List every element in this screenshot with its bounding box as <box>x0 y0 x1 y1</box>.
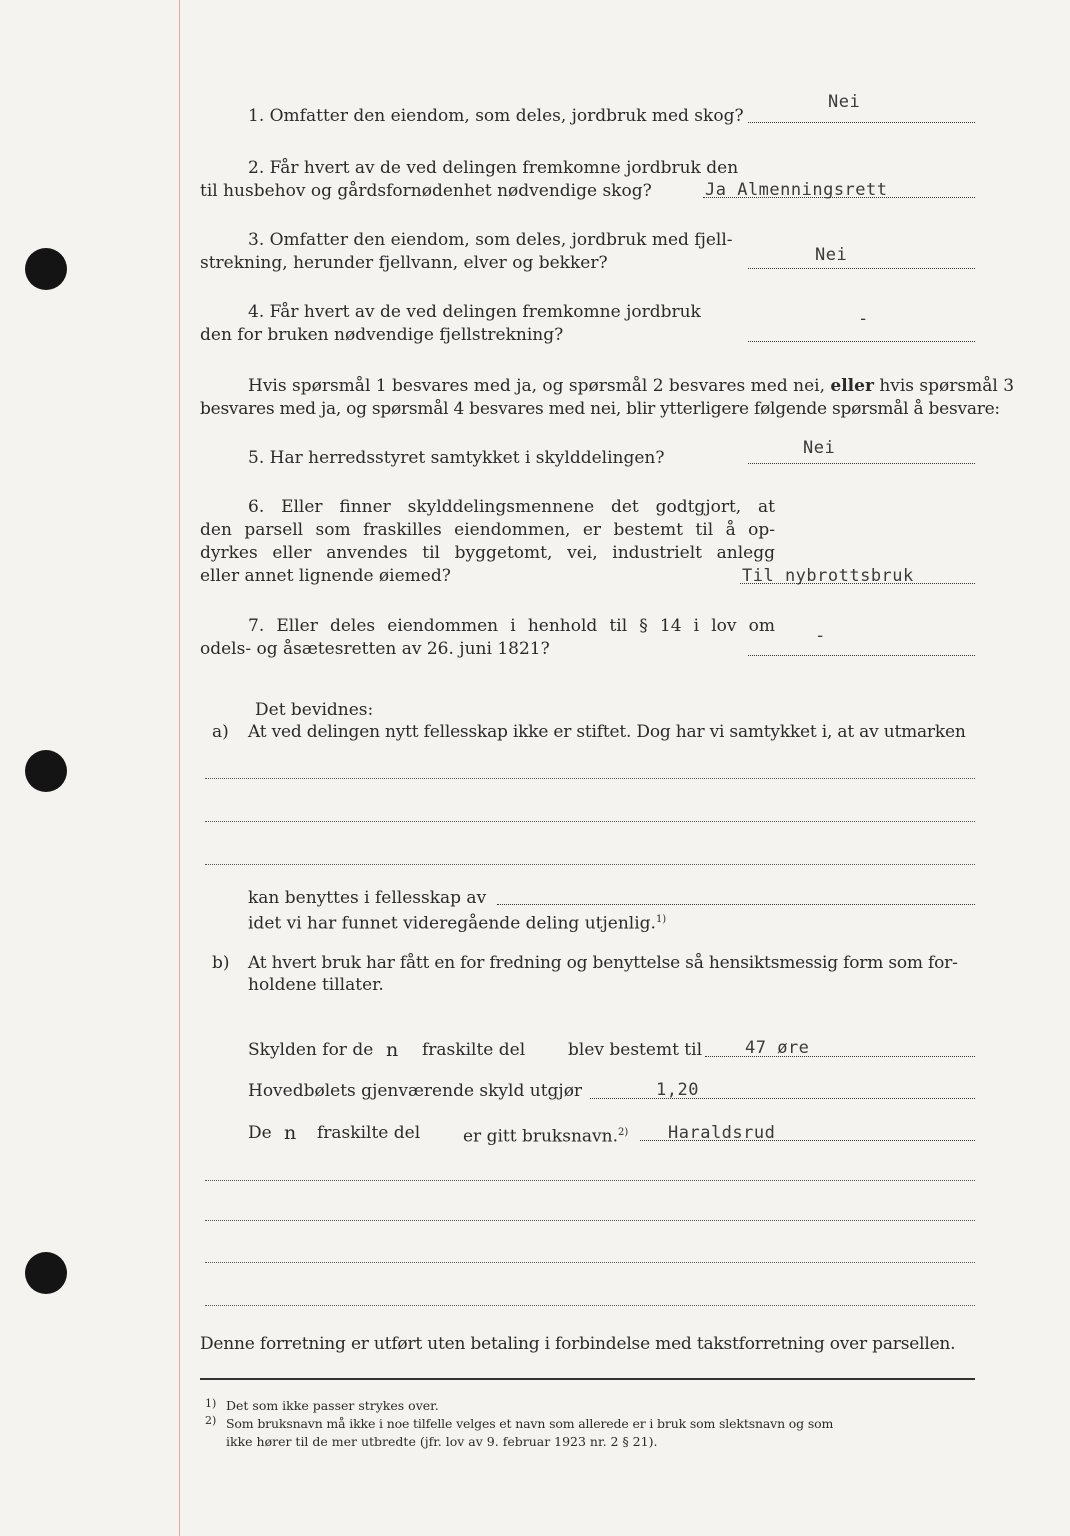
binder-hole-top <box>25 248 67 290</box>
question-1-answer-line <box>748 122 975 123</box>
blank-line-6 <box>205 1262 975 1263</box>
binder-hole-bottom <box>25 1252 67 1294</box>
blank-line-4 <box>205 1180 975 1181</box>
question-1-text: 1. Omfatter den eiendom, som deles, jordbruk med skog? <box>248 106 744 126</box>
question-5-answer: Nei <box>803 438 836 458</box>
bruksnavn-label-3-wrap <box>463 1123 628 1147</box>
question-4-answer-line <box>748 341 975 342</box>
question-5-text: 5. Har herredsstyret samtykket i skylddelingen? <box>248 448 665 468</box>
condition-bold-word: eller <box>830 376 874 396</box>
footnote-separator <box>200 1378 975 1380</box>
footnote-1-text: Det som ikke passer strykes over. <box>226 1398 439 1413</box>
condition-text-b: hvis spørsmål 3 <box>879 376 1015 396</box>
question-4-line-1: 4. Får hvert av de ved delingen fremkomne jordbruk <box>248 302 701 322</box>
question-6-answer: Til nybrottsbruk <box>742 566 914 586</box>
question-4-line-2: den for bruken nødvendige fjellstrekning? <box>200 325 564 345</box>
bruksnavn-label-2: fraskilte del <box>317 1123 421 1143</box>
further-division-label: idet vi har funnet videregående deling utjenlig. <box>248 913 656 934</box>
blank-line-5 <box>205 1220 975 1221</box>
further-division-text <box>248 910 666 934</box>
question-2-line-2: til husbehov og gårdsfornødenhet nødvendige skog? <box>200 181 652 201</box>
question-3-answer-line <box>748 268 975 269</box>
certification-a-text: At ved delingen nytt fellesskap ikke er stiftet. Dog har vi samtykket i, at av utmarken <box>248 722 966 742</box>
blank-line-2 <box>205 821 975 822</box>
question-6-line-2: den parsell som fraskilles eiendommen, er bestemt til å op- <box>200 520 775 540</box>
certification-b-line-1: At hvert bruk har fått en for fredning og benyttelse så hensiktsmessig form som for- <box>248 953 958 973</box>
footnote-1-mark: 1) <box>205 1397 217 1410</box>
skyld-label-3: blev bestemt til <box>568 1040 703 1060</box>
bruksnavn-suffix: n <box>284 1122 297 1144</box>
certification-b-label: b) <box>212 953 230 973</box>
condition-line-1 <box>248 376 1014 396</box>
footnote-ref-2: 2) <box>618 1127 629 1138</box>
common-use-line <box>497 904 975 905</box>
bruksnavn-label-3: er gitt bruksnavn. <box>463 1126 619 1147</box>
margin-line <box>179 0 180 1536</box>
certification-b-line-2: holdene tillater. <box>248 975 384 995</box>
question-6-line-4: eller annet lignende øiemed? <box>200 566 451 586</box>
question-7-answer-line <box>748 655 975 656</box>
question-3-line-1: 3. Omfatter den eiendom, som deles, jordbruk med fjell- <box>248 230 733 250</box>
hovedbol-value-line <box>590 1098 975 1099</box>
blank-line-7 <box>205 1305 975 1306</box>
question-7-answer: - <box>815 626 826 646</box>
condition-text-a: Hvis spørsmål 1 besvares med ja, og spørsmål 2 besvares med nei, <box>248 376 825 396</box>
question-1-answer: Nei <box>828 92 861 112</box>
binder-hole-middle <box>25 750 67 792</box>
question-3-line-2: strekning, herunder fjellvann, elver og bekker? <box>200 253 608 273</box>
skyld-value: 47 øre <box>745 1038 810 1058</box>
bruksnavn-label-1: De <box>248 1123 272 1143</box>
hovedbol-value: 1,20 <box>656 1080 699 1100</box>
blank-line-1 <box>205 778 975 779</box>
question-5-answer-line <box>748 463 975 464</box>
footnote-2-line-1: Som bruksnavn må ikke i noe tilfelle velges et navn som allerede er i bruk som slektsnavn og som <box>226 1416 834 1431</box>
certification-heading: Det bevidnes: <box>255 700 374 720</box>
question-7-line-1: 7. Eller deles eiendommen i henhold til § 14 i lov om <box>248 616 775 636</box>
certification-a-label: a) <box>212 722 229 742</box>
footnote-2-line-2: ikke hører til de mer utbredte (jfr. lov av 9. februar 1923 nr. 2 § 21). <box>226 1434 658 1449</box>
skyld-label-2: fraskilte del <box>422 1040 526 1060</box>
blank-line-3 <box>205 864 975 865</box>
footnote-2-mark: 2) <box>205 1414 217 1427</box>
skyld-suffix: n <box>386 1039 399 1061</box>
question-2-line-1: 2. Får hvert av de ved delingen fremkomne jordbruk den <box>248 158 739 178</box>
closing-statement: Denne forretning er utført uten betaling i forbindelse med takstforretning over parsellen. <box>200 1334 956 1354</box>
bruksnavn-value: Haraldsrud <box>668 1123 776 1143</box>
skyld-label-1: Skylden for de <box>248 1040 374 1060</box>
question-7-line-2: odels- og åsætesretten av 26. juni 1821? <box>200 639 550 659</box>
question-3-answer: Nei <box>815 245 848 265</box>
hovedbol-label: Hovedbølets gjenværende skyld utgjør <box>248 1081 583 1101</box>
question-6-line-1: 6. Eller finner skylddelingsmennene det godtgjort, at <box>248 497 775 517</box>
question-4-answer: - <box>858 309 869 329</box>
common-use-label: kan benyttes i fellesskap av <box>248 888 487 908</box>
question-6-line-3: dyrkes eller anvendes til byggetomt, vei, industrielt anlegg <box>200 543 775 563</box>
question-2-answer: Ja Almenningsrett <box>705 180 888 200</box>
condition-line-2: besvares med ja, og spørsmål 4 besvares med nei, blir ytterligere følgende spørsmål å besvare: <box>200 399 1000 419</box>
footnote-ref-1: 1) <box>655 914 667 925</box>
